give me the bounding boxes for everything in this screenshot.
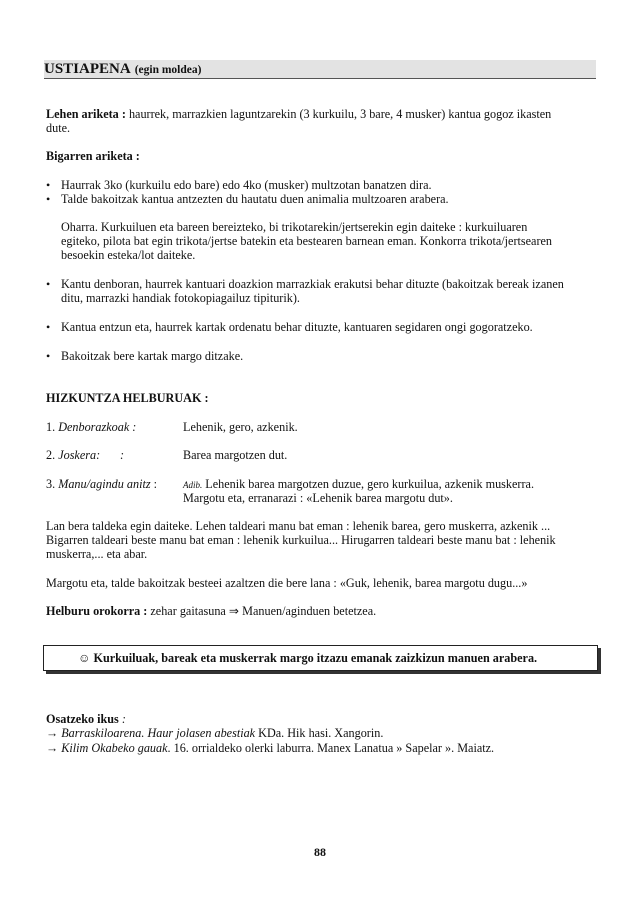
paragraph-1-line1: Lan bera taldeka egin daiteke. Lehen taldeari manu bat eman : lehenik barea, gero muskerra, azkenik ... — [46, 519, 551, 533]
hizkuntza-row3-value1: Adib. Lehenik barea margotzen duzue, gero kurkuilua, azkenik muskerra. — [183, 477, 534, 491]
hizkuntza-row1-value: Lehenik, gero, azkenik. — [183, 420, 298, 434]
hizkuntza-row3-label: 3. Manu/agindu anitz : — [46, 477, 158, 491]
hizkuntza-row3-value2: Margotu eta, erranarazi : «Lehenik barea margotu dut». — [183, 491, 453, 505]
hizkuntza-row2-label: 2. Joskera: — [46, 448, 101, 462]
bullet-item-3-line1: Kantu denboran, haurrek kantuari doazkion marrazkiak erakutsi behar dituzte (bakoitzak bereak izanen — [61, 277, 564, 291]
lehen-ariketa-line2: dute. — [46, 121, 71, 135]
helburu-orokorra: Helburu orokorra : zehar gaitasuna ⇒ Manuen/aginduen betetzea. — [46, 604, 377, 618]
reference-1: → Barraskiloarena. Haur jolasen abestiak KDa. Hik hasi. Xangorin. — [46, 726, 384, 740]
bullet-item-4: Kantua entzun eta, haurrek kartak ordenatu behar dituzte, kantuaren segidaren ongi gogoratzeko. — [61, 320, 533, 334]
bullet-item-3-line2: ditu, marrazki handiak fotokopiagailuz tipiturik). — [61, 291, 300, 305]
paragraph-2: Margotu eta, talde bakoitzak besteei azaltzen die bere lana : «Guk, lehenik, barea margotu dugu...» — [46, 576, 528, 590]
hizkuntza-row1-label: 1. Denborazkoak : — [46, 420, 137, 434]
smiley-icon: ☺ — [78, 651, 91, 665]
osatzeko-heading: Osatzeko ikus : — [46, 712, 126, 726]
lehen-ariketa-line1: Lehen ariketa : haurrek, marrazkien laguntzarekin (3 kurkuilu, 3 bare, 4 musker) kantua gogoz ikasten — [46, 107, 552, 121]
helburu-label: Helburu orokorra : — [46, 604, 148, 618]
hizkuntza-heading: HIZKUNTZA HELBURUAK : — [46, 391, 209, 405]
lehen-ariketa-label: Lehen ariketa : — [46, 107, 126, 121]
bullet-icon: • — [46, 192, 51, 206]
instruction-text: ☺ Kurkuiluak, bareak eta muskerrak margo itzazu emanak zaizkizun manuen arabera. — [78, 651, 538, 665]
paragraph-1-line2: Bigarren taldeari beste manu bat eman : lehenik kurkuilua... Hirugarren taldeari beste manu bat : lehenik — [46, 533, 556, 547]
bullet-item-5: Bakoitzak bere kartak margo ditzake. — [61, 349, 244, 363]
arrow-right-icon: → — [46, 741, 59, 755]
bullet-icon: • — [46, 320, 51, 334]
reference-2: → Kilim Okabeko gauak. 16. orrialdeko olerki laburra. Manex Lanatua » Sapelar ». Maiatz. — [46, 741, 495, 755]
section-title: USTIAPENA — [44, 61, 131, 77]
hizkuntza-row2-value: Barea margotzen dut. — [183, 448, 288, 462]
page-number: 88 — [314, 845, 326, 859]
bullet-icon: • — [46, 277, 51, 291]
section-subtitle: (egin moldea) — [134, 64, 202, 76]
adib-label: Adib. — [183, 480, 203, 490]
bullet-item-2: Talde bakoitzak kantua antzezten du hautatu duen animalia multzoaren arabera. — [61, 192, 449, 206]
oharra-line3: besoekin esteka/lot daiteke. — [61, 248, 196, 262]
arrow-right-icon: → — [46, 726, 59, 740]
hizkuntza-row2-colon: : — [120, 448, 125, 462]
bullet-item-1: Haurrak 3ko (kurkuilu edo bare) edo 4ko (musker) multzotan banatzen dira. — [61, 178, 432, 192]
bigarren-ariketa-label: Bigarren ariketa : — [46, 149, 140, 163]
bullet-icon: • — [46, 178, 51, 192]
paragraph-1-line3: muskerra,... eta abar. — [46, 547, 148, 561]
bullet-icon: • — [46, 349, 51, 363]
oharra-line1: Oharra. Kurkuiluen eta bareen bereizteko, bi trikotarekin/jertserekin egin daiteke : kurkuiluaren — [61, 220, 528, 234]
instruction-box — [43, 645, 598, 671]
oharra-line2: egiteko, pilota bat egin trikota/jertse batekin eta bestearen barnean eman. Konkorra trikota/jertsearen — [61, 234, 553, 248]
section-header — [44, 60, 596, 78]
header-underline — [44, 78, 596, 79]
